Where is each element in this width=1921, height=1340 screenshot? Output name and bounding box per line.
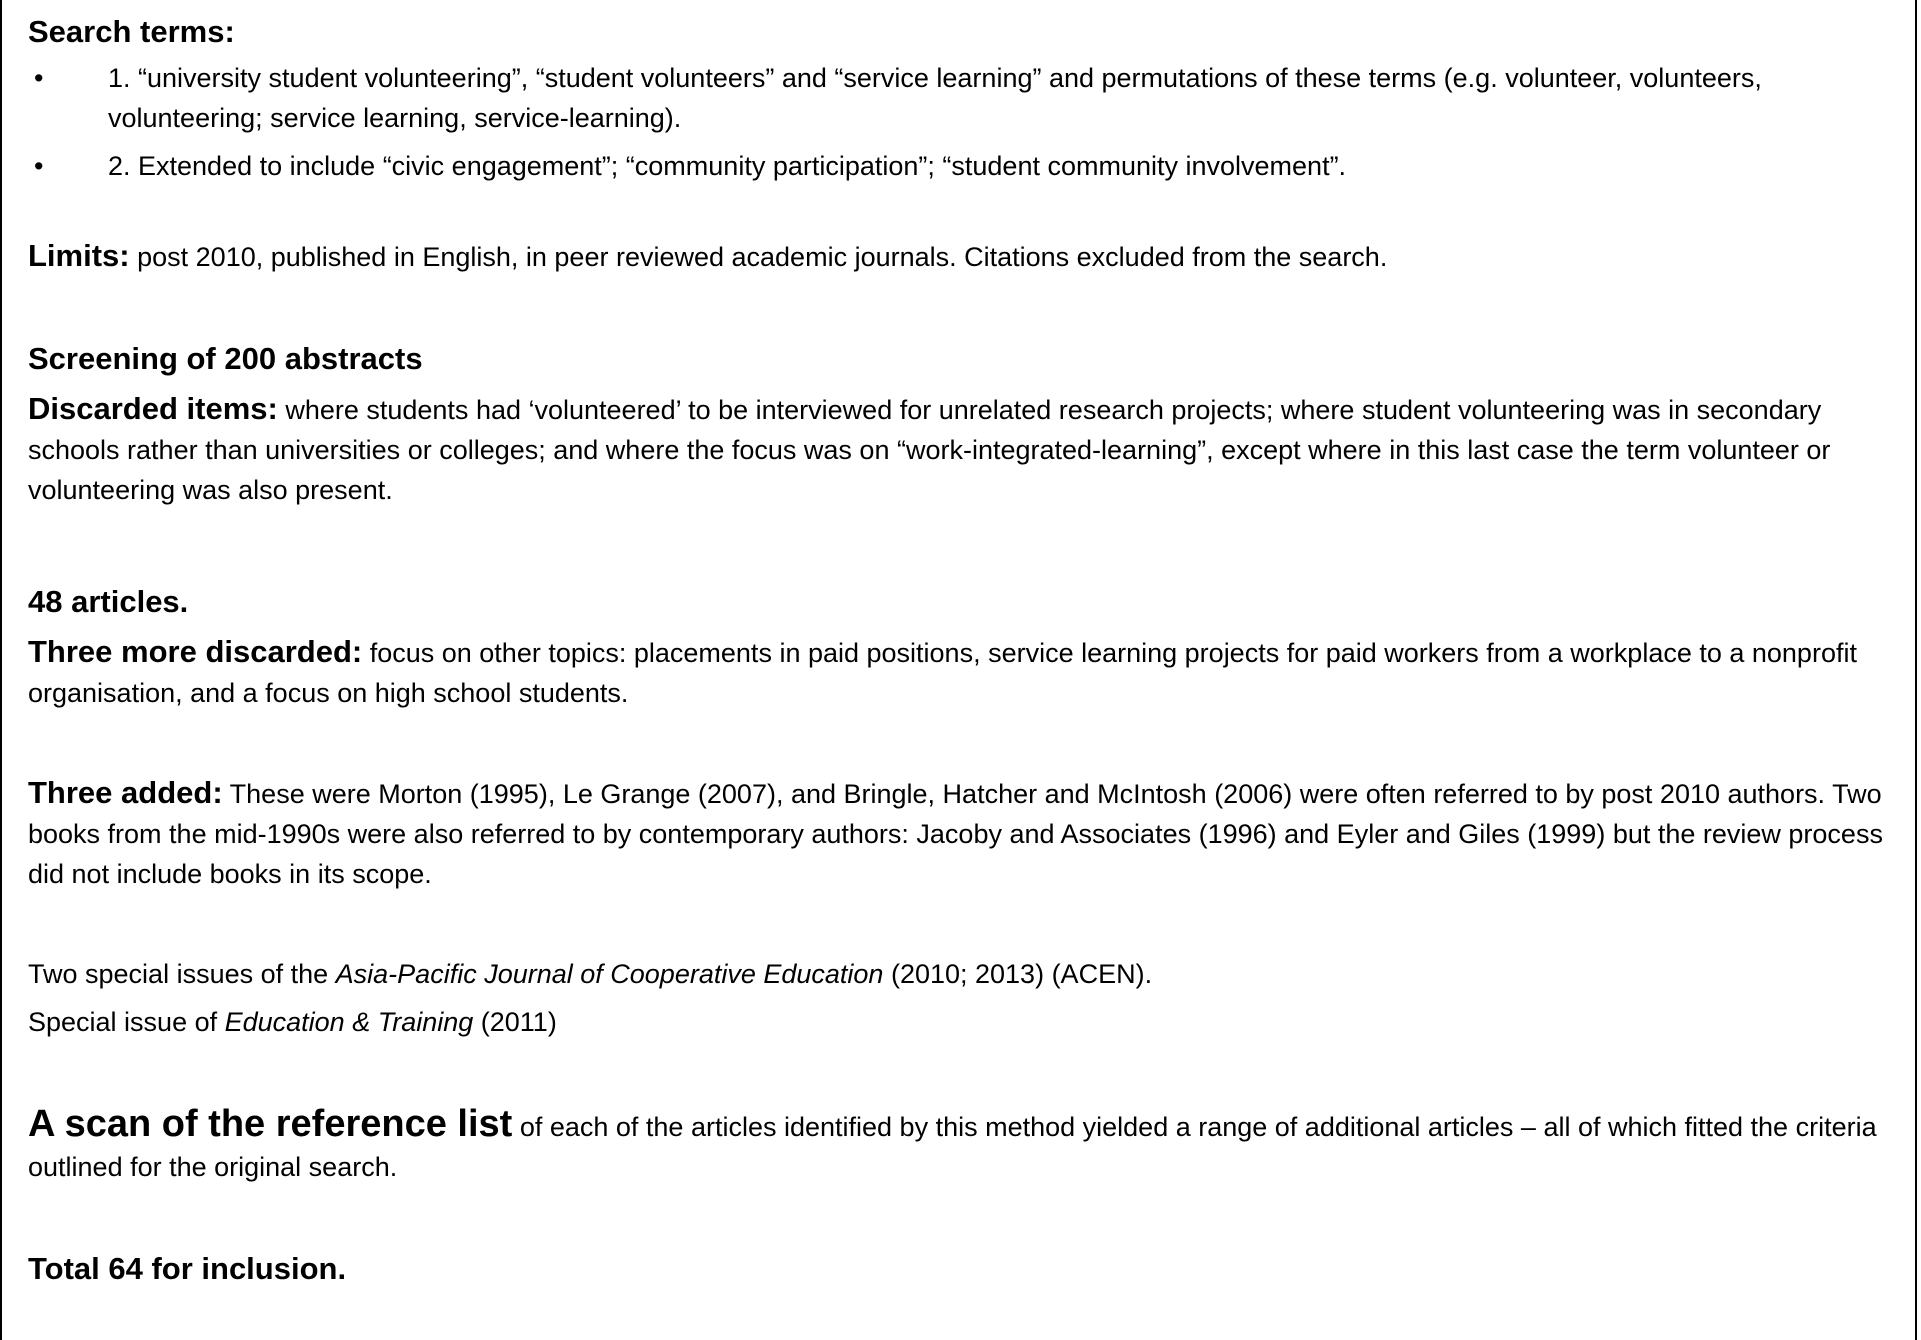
three-more-discarded-text: focus on other topics: placements in paid positions, service learning projects for paid workers from a workplace to a nonprofit organisation, and a focus on high school students. <box>28 638 1857 708</box>
special-issue-1-journal: Asia-Pacific Journal of Cooperative Education <box>335 959 884 989</box>
search-terms-heading: Search terms: <box>28 14 235 49</box>
discarded-text: where students had ‘volunteered’ to be interviewed for unrelated research projects; where student volunteering was in secondary schools rather than universities or colleges; and where the focus was on “work-integrated-learning”, except where in this last case the term volunteer or volunteering was also present. <box>28 395 1831 505</box>
three-added-label: Three added: <box>28 775 223 810</box>
special-issue-2-prefix: Special issue of <box>28 1007 225 1037</box>
articles-heading: 48 articles. <box>28 584 189 619</box>
limits-label: Limits: <box>28 238 130 273</box>
special-issue-1-suffix: (2010; 2013) (ACEN). <box>883 959 1153 989</box>
reference-scan-paragraph <box>28 1104 1888 1187</box>
special-issue-2-journal: Education & Training <box>224 1007 474 1037</box>
bullet-icon: • <box>34 63 44 93</box>
limits-paragraph <box>28 236 1888 277</box>
total-heading: Total 64 for inclusion. <box>28 1251 347 1286</box>
bullet-icon: • <box>34 151 44 181</box>
discarded-label: Discarded items: <box>28 391 278 426</box>
document-body <box>28 12 1888 1289</box>
search-terms-list <box>28 58 1888 186</box>
list-item-text: 2. Extended to include “civic engagement”; “community participation”; “student community involvement”. <box>108 151 1347 181</box>
list-item <box>28 58 1888 138</box>
three-more-discarded-paragraph <box>28 632 1888 713</box>
three-added-text: These were Morton (1995), Le Grange (2007), and Bringle, Hatcher and McIntosh (2006) were often referred to by post 2010 authors. Two books from the mid-1990s were also referred to by contemporary authors: Jacoby and Associates (1996) and Eyler and Giles (1999) but the review process did not include books in its scope. <box>28 779 1883 889</box>
screening-heading: Screening of 200 abstracts <box>28 341 423 376</box>
special-issue-line-1 <box>28 954 1888 994</box>
special-issue-1-prefix: Two special issues of the <box>28 959 336 989</box>
three-more-discarded-label: Three more discarded: <box>28 634 363 669</box>
list-item-text: 1. “university student volunteering”, “student volunteers” and “service learning” and permutations of these terms (e.g. volunteer, volunteers, volunteering; service learning, service-learning). <box>108 63 1762 133</box>
special-issue-2-suffix: (2011) <box>473 1007 557 1037</box>
reference-scan-text: of each of the articles identified by this method yielded a range of additional articles – all of which fitted the criteria outlined for the original search. <box>28 1112 1877 1182</box>
list-item <box>28 146 1888 186</box>
limits-text: post 2010, published in English, in peer reviewed academic journals. Citations excluded from the search. <box>129 242 1388 272</box>
reference-scan-label: A scan of the reference list <box>28 1103 513 1145</box>
discarded-paragraph <box>28 389 1888 510</box>
special-issue-line-2 <box>28 1002 1888 1042</box>
three-added-paragraph <box>28 773 1888 894</box>
